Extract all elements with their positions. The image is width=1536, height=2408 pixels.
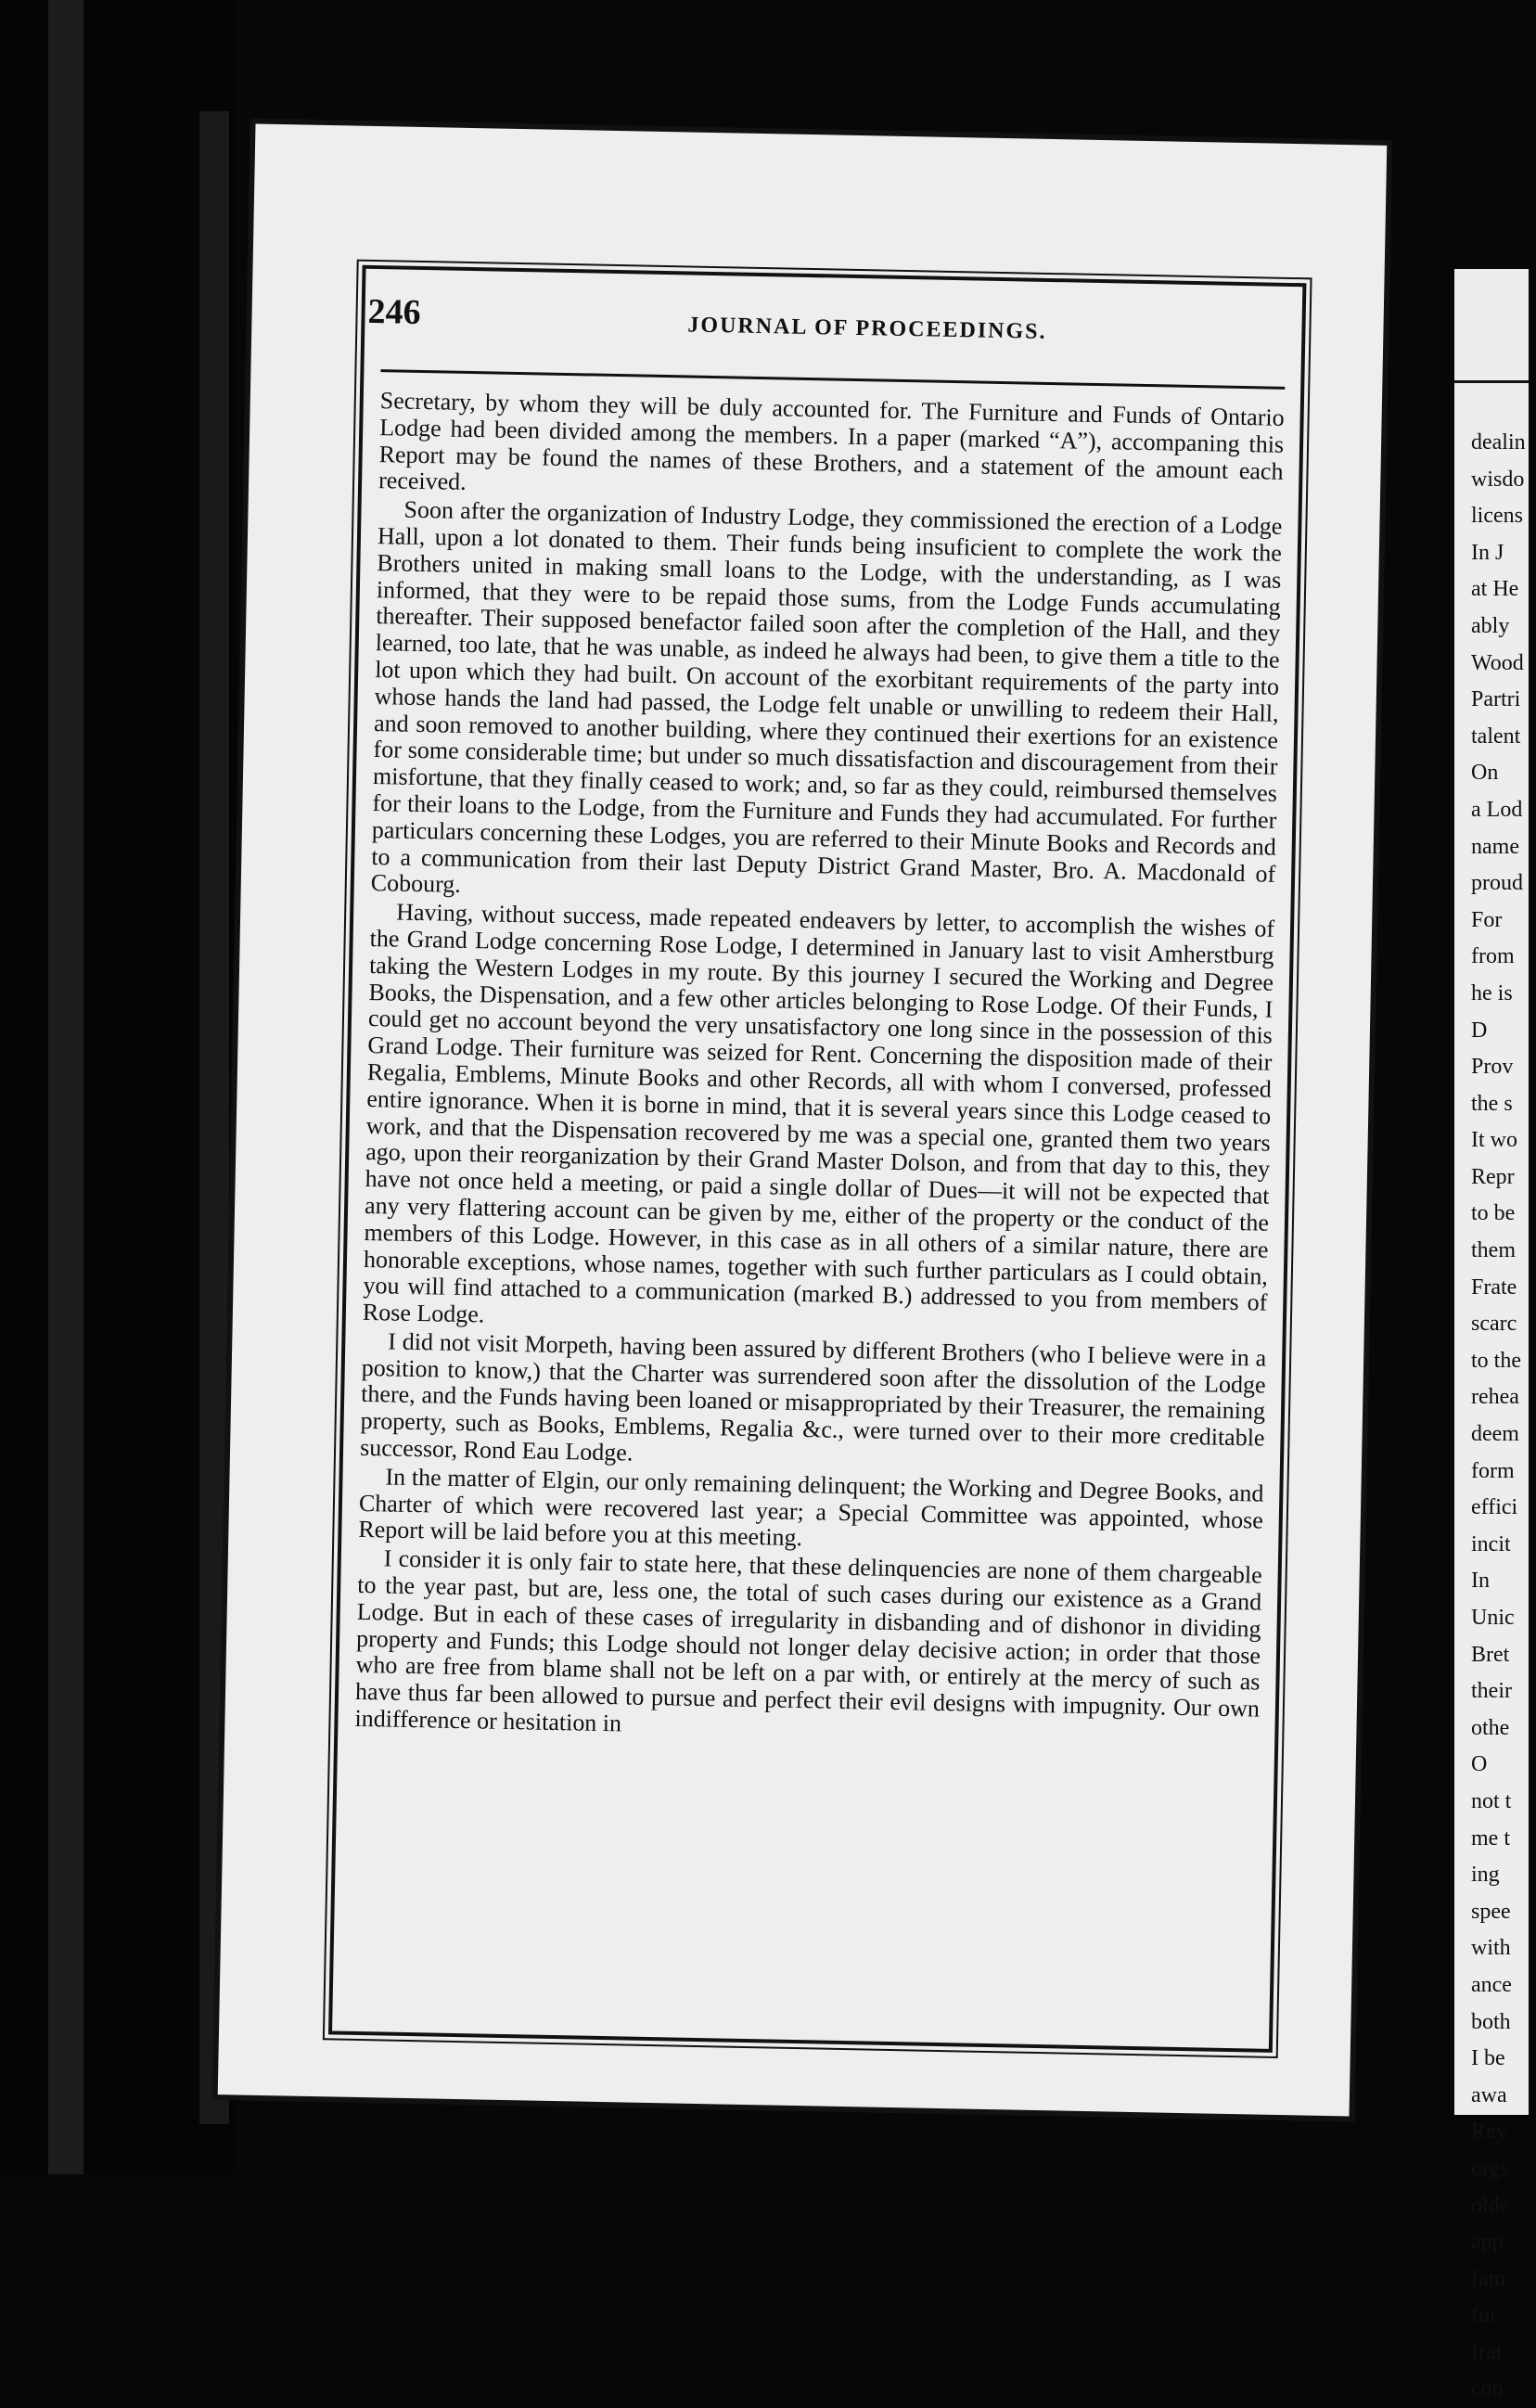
adjacent-line: spee (1471, 1899, 1511, 1924)
adjacent-line: Repr (1471, 1164, 1515, 1189)
adjacent-line: O (1471, 1752, 1488, 1777)
adjacent-page (1454, 269, 1529, 2402)
adjacent-line: not t (1471, 1788, 1512, 1813)
adjacent-line: for (1471, 2303, 1497, 2328)
page-body (350, 388, 1285, 2018)
adjacent-line: effici (1471, 1495, 1518, 1520)
binding-strip (48, 0, 83, 2174)
adjacent-line: a Lod (1471, 797, 1523, 822)
adjacent-line: ance (1471, 1972, 1512, 1997)
adjacent-line: Partri (1471, 687, 1521, 712)
paragraph: I consider it is only fair to state here, that these delinquencies are none of them chargeable to the year past, but are, less one, the total of such cases during our existence as a Grand Lodge. But in each of these cases of irregularity in disbanding and of dishonor in dividing property and Funds; this Lodge should not longer delay decisive action; in order that those who are free from blame shall not be left on a par with, or entirely at the mercy of such as have thus far been allowed to pursue and perfect their evil designs with impugnity. Our own indifference or hesitation in (354, 1544, 1262, 1737)
adjacent-line: talent (1471, 724, 1521, 749)
adjacent-line: Prov (1471, 1055, 1514, 1080)
adjacent-line: he is (1471, 980, 1513, 1005)
adjacent-line: Unic (1471, 1606, 1515, 1630)
adjacent-line: with (1471, 1936, 1511, 1961)
adjacent-line: wisdo (1471, 467, 1525, 492)
adjacent-line: I be (1471, 2046, 1505, 2071)
paragraph: Secretary, by whom they will be duly accounted for. The Furniture and Funds of Ontario Lodge had been divided among the members. In a paper (marked “A”), accompaning this Report may be found the names of these Brothers, and a statement of the amount each received. (378, 387, 1285, 496)
adjacent-line: It wo (1471, 1128, 1517, 1153)
adjacent-page-text (1471, 425, 1536, 2408)
adjacent-line: them (1471, 1238, 1516, 1263)
adjacent-line: licens (1471, 504, 1523, 529)
adjacent-line: dealin (1471, 430, 1526, 455)
adjacent-line: Rey (1471, 2120, 1507, 2145)
adjacent-line: In (1471, 1569, 1490, 1594)
adjacent-header-rule (1454, 380, 1529, 383)
running-title: JOURNAL OF PROCEEDINGS. (687, 313, 1047, 344)
adjacent-line: On (1471, 761, 1499, 786)
paragraph: Soon after the organization of Industry Lodge, they commissioned the erection of a Lodge Hall, upon a lot donated to them. Their funds being insuficient to complete the work the Brothers united in making small loans to the Lodge, with the understanding, as I was informed, that they were to be repaid those sums, from the Lodge Funds accumulating thereafter. Their supposed benefactor failed soon after the completion of the Hall, and they learned, too late, that he was unable, as indeed he always had been, to give them a title to the lot upon which they had built. On account of the exorbitant requirements of the party into whose hands the land had passed, the Lodge felt unable or unwilling to redeem their Hall, and soon removed to another building, where they continued their exertions for an existence for some considerable time; but under so much dissatisfaction and discouragement from their misfortune, that they finally ceased to work; and, so far as they could, reimbursed themselves for their loans to the Lodge, from the Furniture and Funds they had accumulated. For further particulars concerning these Lodges, you are referred to their Minute Books and Records and to a communication from their last Deputy District Grand Master, Bro. A. Macdonald of Cobourg. (370, 495, 1283, 899)
adjacent-line: proud (1471, 871, 1523, 896)
adjacent-line: scarc (1471, 1312, 1517, 1337)
adjacent-line: deem (1471, 1422, 1519, 1447)
adjacent-line: their (1471, 1679, 1512, 1704)
adjacent-line: at He (1471, 577, 1519, 602)
adjacent-line: form (1471, 1458, 1515, 1483)
adjacent-line: orgs (1471, 2156, 1509, 2181)
adjacent-line: ably (1471, 613, 1510, 638)
adjacent-line: Bret (1471, 1642, 1510, 1667)
adjacent-line: For (1471, 907, 1503, 932)
adjacent-line: In J (1471, 540, 1504, 565)
adjacent-line: to the (1471, 1348, 1521, 1373)
adjacent-line: awa (1471, 2082, 1507, 2107)
book-page (218, 123, 1388, 2116)
adjacent-line: fam (1471, 2266, 1506, 2291)
adjacent-line: rehea (1471, 1385, 1519, 1410)
adjacent-line: app (1471, 2230, 1504, 2255)
adjacent-line: olde (1471, 2193, 1510, 2218)
paragraph: In the matter of Elgin, our only remaining delinquent; the Working and Degree Books, and Charter of which were recovered last year; a Special Committee was appointed, whose Report will be laid before you at this meeting. (358, 1463, 1264, 1552)
adjacent-line: othe (1471, 1715, 1510, 1740)
adjacent-line: ing (1471, 1863, 1500, 1888)
adjacent-line: D (1471, 1018, 1488, 1043)
adjacent-line: name (1471, 834, 1519, 859)
adjacent-line: Frate (1471, 1274, 1517, 1300)
adjacent-line: frat (1471, 2339, 1503, 2364)
paragraph: Having, without success, made repeated endeavers by letter, to accomplish the wishes of the Grand Lodge concerning Rose Lodge, I determined in January last to visit Amherstburg taking the Western Lodges in my route. By this journey I secured the Working and Degree Books, the Dispensation, and a few other articles belonging to Rose Lodge. Of their Funds, I could get no account beyond the very unsatisfactory one long since in the possession of this Grand Lodge. Their furniture was seized for Rent. Concerning the disposition made of their Regalia, Emblems, Minute Books and other Records, all with whom I conversed, professed entire ignorance. When it is borne in mind, that it is several years since this Lodge ceased to work, and that the Dispensation recovered by me was a special one, granted them two years ago, upon their reorganization by their Grand Master Dolson, and from that day to this, they have not once held a meeting, or paid a single dollar of Dues—it will not be expected that any very flattering account can be given by me, either of the property or the conduct of the members of this Lodge. However, in this case as in all others of a similar nature, there are honorable exceptions, whose names, together with such further particulars as I could obtain, you will find attached to a communication (marked B.) addressed to you from members of Rose Lodge. (362, 898, 1275, 1328)
adjacent-line: the s (1471, 1091, 1513, 1116)
adjacent-line: to be (1471, 1201, 1516, 1226)
adjacent-line: con (1471, 2376, 1504, 2402)
adjacent-line: incit (1471, 1531, 1511, 1556)
adjacent-line: me t (1471, 1825, 1510, 1851)
page-number: 246 (367, 291, 422, 332)
paragraph: I did not visit Morpeth, having been assured by different Brothers (who I believe were in a position to know,) that the Charter was surrendered soon after the dissolution of the Lodge there, and the Funds having been loaned or misappropriated by their Treasurer, the remaining property, such as Books, Emblems, Regalia &c., were turned over to their more creditable successor, Rond Eau Lodge. (359, 1327, 1267, 1467)
adjacent-line: from (1471, 944, 1515, 969)
adjacent-line: both (1471, 2009, 1511, 2034)
adjacent-line: Wood (1471, 650, 1524, 675)
